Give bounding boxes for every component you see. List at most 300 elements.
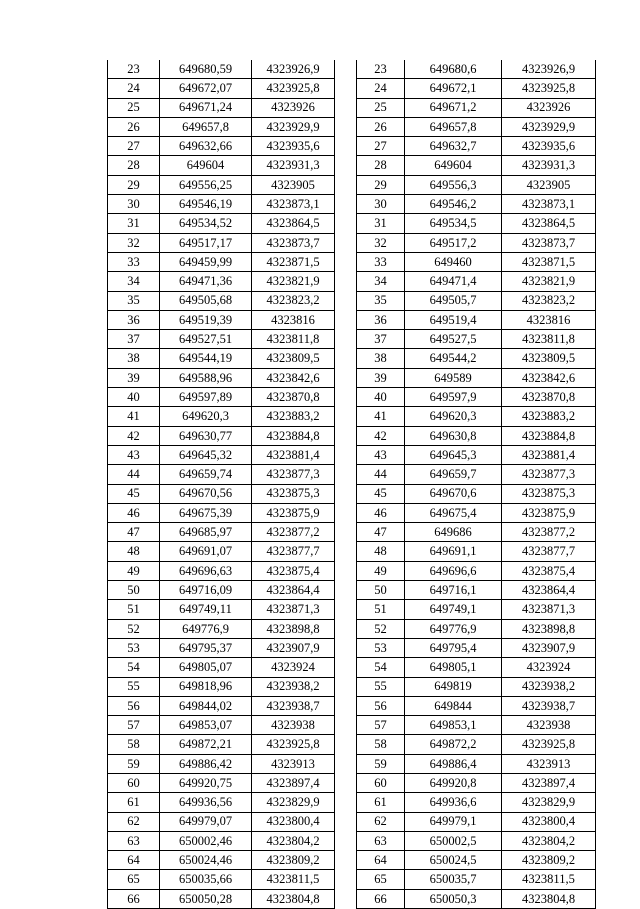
y-coordinate-cell: 4323804,2: [252, 831, 335, 850]
x-coordinate-cell: 649672,1: [405, 79, 502, 98]
point-number-cell: 48: [108, 542, 160, 561]
x-coordinate-cell: 649632,7: [405, 137, 502, 156]
y-coordinate-cell: 4323907,9: [252, 638, 335, 657]
x-coordinate-cell: 649471,36: [160, 272, 252, 291]
y-coordinate-cell: 4323877,2: [502, 523, 596, 542]
table-row: [357, 754, 596, 773]
point-number-cell: 49: [108, 561, 160, 580]
table-row: [108, 388, 335, 407]
y-coordinate-cell: 4323913: [252, 754, 335, 773]
y-coordinate-cell: 4323873,1: [252, 195, 335, 214]
table-row: [357, 677, 596, 696]
table-row: [108, 812, 335, 831]
x-coordinate-cell: 649691,1: [405, 542, 502, 561]
x-coordinate-cell: 649685,97: [160, 523, 252, 542]
x-coordinate-cell: 649686: [405, 523, 502, 542]
point-number-cell: 64: [357, 851, 405, 870]
point-number-cell: 34: [357, 272, 405, 291]
y-coordinate-cell: 4323811,5: [502, 870, 596, 889]
y-coordinate-cell: 4323811,8: [502, 330, 596, 349]
table-row: [357, 195, 596, 214]
table-row: [357, 542, 596, 561]
point-number-cell: 51: [357, 600, 405, 619]
y-coordinate-cell: 4323816: [252, 310, 335, 329]
x-coordinate-cell: 649597,89: [160, 388, 252, 407]
y-coordinate-cell: 4323905: [252, 175, 335, 194]
coordinates-table-precise: [107, 60, 335, 909]
table-row: [357, 503, 596, 522]
x-coordinate-cell: 649589: [405, 368, 502, 387]
point-number-cell: 65: [357, 870, 405, 889]
table-row: [357, 793, 596, 812]
table-row: [108, 368, 335, 387]
x-coordinate-cell: 650002,46: [160, 831, 252, 850]
y-coordinate-cell: 4323811,5: [252, 870, 335, 889]
y-coordinate-cell: 4323811,8: [252, 330, 335, 349]
x-coordinate-cell: 649696,6: [405, 561, 502, 580]
y-coordinate-cell: 4323821,9: [502, 272, 596, 291]
point-number-cell: 26: [108, 117, 160, 136]
point-number-cell: 24: [357, 79, 405, 98]
y-coordinate-cell: 4323926: [502, 98, 596, 117]
y-coordinate-cell: 4323935,6: [502, 137, 596, 156]
x-coordinate-cell: 649556,25: [160, 175, 252, 194]
point-number-cell: 66: [108, 889, 160, 908]
table-row: [357, 773, 596, 792]
x-coordinate-cell: 649853,07: [160, 716, 252, 735]
x-coordinate-cell: 650035,7: [405, 870, 502, 889]
y-coordinate-cell: 4323870,8: [252, 388, 335, 407]
y-coordinate-cell: 4323875,3: [502, 484, 596, 503]
point-number-cell: 26: [357, 117, 405, 136]
y-coordinate-cell: 4323938,2: [252, 677, 335, 696]
y-coordinate-cell: 4323870,8: [502, 388, 596, 407]
y-coordinate-cell: 4323864,5: [502, 214, 596, 233]
y-coordinate-cell: 4323926,9: [502, 60, 596, 79]
y-coordinate-cell: 4323877,7: [502, 542, 596, 561]
point-number-cell: 39: [357, 368, 405, 387]
x-coordinate-cell: 649671,24: [160, 98, 252, 117]
y-coordinate-cell: 4323883,2: [252, 407, 335, 426]
x-coordinate-cell: 650024,5: [405, 851, 502, 870]
point-number-cell: 64: [108, 851, 160, 870]
y-coordinate-cell: 4323877,3: [502, 465, 596, 484]
y-coordinate-cell: 4323931,3: [502, 156, 596, 175]
point-number-cell: 23: [108, 60, 160, 79]
y-coordinate-cell: 4323898,8: [252, 619, 335, 638]
point-number-cell: 42: [357, 426, 405, 445]
coordinates-table-rounded: [356, 60, 596, 909]
table-row: [108, 735, 335, 754]
x-coordinate-cell: 649795,4: [405, 638, 502, 657]
point-number-cell: 27: [357, 137, 405, 156]
x-coordinate-cell: 650024,46: [160, 851, 252, 870]
table-row: [108, 445, 335, 464]
point-number-cell: 30: [357, 195, 405, 214]
table-row: [108, 117, 335, 136]
table-row: [357, 272, 596, 291]
table-row: [357, 716, 596, 735]
x-coordinate-cell: 649670,56: [160, 484, 252, 503]
x-coordinate-cell: 649597,9: [405, 388, 502, 407]
table-row: [108, 600, 335, 619]
table-row: [108, 98, 335, 117]
point-number-cell: 45: [357, 484, 405, 503]
point-number-cell: 29: [357, 175, 405, 194]
table-row: [357, 696, 596, 715]
table-row: [108, 870, 335, 889]
y-coordinate-cell: 4323883,2: [502, 407, 596, 426]
y-coordinate-cell: 4323800,4: [252, 812, 335, 831]
x-coordinate-cell: 649505,68: [160, 291, 252, 310]
x-coordinate-cell: 649805,07: [160, 658, 252, 677]
y-coordinate-cell: 4323938: [252, 716, 335, 735]
point-number-cell: 61: [357, 793, 405, 812]
point-number-cell: 55: [357, 677, 405, 696]
x-coordinate-cell: 649604: [160, 156, 252, 175]
y-coordinate-cell: 4323881,4: [502, 445, 596, 464]
table-row: [357, 658, 596, 677]
y-coordinate-cell: 4323809,5: [252, 349, 335, 368]
x-coordinate-cell: 649517,17: [160, 233, 252, 252]
point-number-cell: 36: [108, 310, 160, 329]
x-coordinate-cell: 649819: [405, 677, 502, 696]
y-coordinate-cell: 4323877,7: [252, 542, 335, 561]
table-row: [108, 523, 335, 542]
point-number-cell: 34: [108, 272, 160, 291]
x-coordinate-cell: 649460: [405, 252, 502, 271]
table-row: [357, 156, 596, 175]
y-coordinate-cell: 4323875,4: [252, 561, 335, 580]
y-coordinate-cell: 4323907,9: [502, 638, 596, 657]
table-row: [357, 60, 596, 79]
table-row: [108, 581, 335, 600]
table-row: [357, 638, 596, 657]
x-coordinate-cell: 649776,9: [160, 619, 252, 638]
x-coordinate-cell: 649795,37: [160, 638, 252, 657]
y-coordinate-cell: 4323924: [252, 658, 335, 677]
point-number-cell: 53: [108, 638, 160, 657]
table-row: [108, 272, 335, 291]
y-coordinate-cell: 4323938: [502, 716, 596, 735]
table-row: [357, 175, 596, 194]
point-number-cell: 38: [108, 349, 160, 368]
table-row: [357, 330, 596, 349]
y-coordinate-cell: 4323926,9: [252, 60, 335, 79]
table-row: [357, 426, 596, 445]
x-coordinate-cell: 649544,2: [405, 349, 502, 368]
table-row: [357, 233, 596, 252]
y-coordinate-cell: 4323804,8: [502, 889, 596, 908]
table-row: [108, 754, 335, 773]
point-number-cell: 55: [108, 677, 160, 696]
table-row: [357, 368, 596, 387]
table-row: [357, 388, 596, 407]
point-number-cell: 25: [357, 98, 405, 117]
point-number-cell: 62: [357, 812, 405, 831]
y-coordinate-cell: 4323913: [502, 754, 596, 773]
table-row: [108, 484, 335, 503]
point-number-cell: 44: [357, 465, 405, 484]
table-row: [357, 851, 596, 870]
point-number-cell: 33: [108, 252, 160, 271]
x-coordinate-cell: 649459,99: [160, 252, 252, 271]
y-coordinate-cell: 4323925,8: [502, 79, 596, 98]
point-number-cell: 37: [108, 330, 160, 349]
x-coordinate-cell: 649588,96: [160, 368, 252, 387]
x-coordinate-cell: 649544,19: [160, 349, 252, 368]
table-row: [357, 349, 596, 368]
table-row: [357, 117, 596, 136]
table-row: [108, 831, 335, 850]
table-row: [357, 600, 596, 619]
x-coordinate-cell: 649675,39: [160, 503, 252, 522]
point-number-cell: 53: [357, 638, 405, 657]
y-coordinate-cell: 4323938,7: [252, 696, 335, 715]
x-coordinate-cell: 649556,3: [405, 175, 502, 194]
y-coordinate-cell: 4323925,8: [252, 79, 335, 98]
point-number-cell: 63: [357, 831, 405, 850]
y-coordinate-cell: 4323905: [502, 175, 596, 194]
table-row: [108, 658, 335, 677]
point-number-cell: 32: [108, 233, 160, 252]
point-number-cell: 61: [108, 793, 160, 812]
table-row: [108, 252, 335, 271]
x-coordinate-cell: 649979,1: [405, 812, 502, 831]
point-number-cell: 52: [357, 619, 405, 638]
point-number-cell: 28: [357, 156, 405, 175]
point-number-cell: 36: [357, 310, 405, 329]
coordinates-table-rounded-body: [357, 60, 596, 909]
table-row: [108, 716, 335, 735]
table-row: [108, 137, 335, 156]
table-row: [108, 696, 335, 715]
point-number-cell: 25: [108, 98, 160, 117]
point-number-cell: 31: [357, 214, 405, 233]
y-coordinate-cell: 4323829,9: [252, 793, 335, 812]
x-coordinate-cell: 649853,1: [405, 716, 502, 735]
point-number-cell: 59: [357, 754, 405, 773]
x-coordinate-cell: 650050,28: [160, 889, 252, 908]
y-coordinate-cell: 4323809,5: [502, 349, 596, 368]
y-coordinate-cell: 4323800,4: [502, 812, 596, 831]
table-row: [357, 831, 596, 850]
x-coordinate-cell: 649680,6: [405, 60, 502, 79]
point-number-cell: 45: [108, 484, 160, 503]
y-coordinate-cell: 4323864,5: [252, 214, 335, 233]
point-number-cell: 44: [108, 465, 160, 484]
y-coordinate-cell: 4323873,1: [502, 195, 596, 214]
point-number-cell: 46: [357, 503, 405, 522]
point-number-cell: 33: [357, 252, 405, 271]
point-number-cell: 42: [108, 426, 160, 445]
x-coordinate-cell: 649534,52: [160, 214, 252, 233]
x-coordinate-cell: 649546,2: [405, 195, 502, 214]
y-coordinate-cell: 4323938,7: [502, 696, 596, 715]
y-coordinate-cell: 4323821,9: [252, 272, 335, 291]
y-coordinate-cell: 4323897,4: [252, 773, 335, 792]
x-coordinate-cell: 650002,5: [405, 831, 502, 850]
y-coordinate-cell: 4323875,3: [252, 484, 335, 503]
y-coordinate-cell: 4323864,4: [252, 581, 335, 600]
table-row: [108, 214, 335, 233]
point-number-cell: 35: [108, 291, 160, 310]
x-coordinate-cell: 649672,07: [160, 79, 252, 98]
table-row: [108, 677, 335, 696]
point-number-cell: 66: [357, 889, 405, 908]
table-row: [357, 465, 596, 484]
point-number-cell: 63: [108, 831, 160, 850]
coordinates-table-precise-body: [108, 60, 335, 909]
x-coordinate-cell: 649716,09: [160, 581, 252, 600]
x-coordinate-cell: 649749,11: [160, 600, 252, 619]
point-number-cell: 65: [108, 870, 160, 889]
table-row: [108, 561, 335, 580]
x-coordinate-cell: 649645,3: [405, 445, 502, 464]
point-number-cell: 46: [108, 503, 160, 522]
point-number-cell: 60: [108, 773, 160, 792]
point-number-cell: 50: [108, 581, 160, 600]
table-row: [108, 793, 335, 812]
point-number-cell: 40: [108, 388, 160, 407]
y-coordinate-cell: 4323925,8: [252, 735, 335, 754]
point-number-cell: 39: [108, 368, 160, 387]
y-coordinate-cell: 4323925,8: [502, 735, 596, 754]
x-coordinate-cell: 649659,74: [160, 465, 252, 484]
x-coordinate-cell: 649527,5: [405, 330, 502, 349]
table-row: [357, 484, 596, 503]
y-coordinate-cell: 4323877,3: [252, 465, 335, 484]
table-row: [108, 60, 335, 79]
point-number-cell: 32: [357, 233, 405, 252]
table-row: [108, 175, 335, 194]
table-row: [357, 561, 596, 580]
x-coordinate-cell: 649519,39: [160, 310, 252, 329]
y-coordinate-cell: 4323842,6: [502, 368, 596, 387]
x-coordinate-cell: 649749,1: [405, 600, 502, 619]
x-coordinate-cell: 649632,66: [160, 137, 252, 156]
table-row: [357, 735, 596, 754]
point-number-cell: 27: [108, 137, 160, 156]
table-row: [357, 523, 596, 542]
x-coordinate-cell: 649517,2: [405, 233, 502, 252]
x-coordinate-cell: 649534,5: [405, 214, 502, 233]
x-coordinate-cell: 649670,6: [405, 484, 502, 503]
point-number-cell: 30: [108, 195, 160, 214]
x-coordinate-cell: 650050,3: [405, 889, 502, 908]
y-coordinate-cell: 4323873,7: [252, 233, 335, 252]
x-coordinate-cell: 649696,63: [160, 561, 252, 580]
point-number-cell: 41: [108, 407, 160, 426]
table-row: [108, 426, 335, 445]
y-coordinate-cell: 4323884,8: [502, 426, 596, 445]
point-number-cell: 43: [357, 445, 405, 464]
table-row: [108, 851, 335, 870]
table-row: [357, 889, 596, 908]
y-coordinate-cell: 4323938,2: [502, 677, 596, 696]
table-row: [108, 503, 335, 522]
y-coordinate-cell: 4323816: [502, 310, 596, 329]
x-coordinate-cell: 649844,02: [160, 696, 252, 715]
x-coordinate-cell: 649620,3: [160, 407, 252, 426]
table-row: [108, 889, 335, 908]
y-coordinate-cell: 4323926: [252, 98, 335, 117]
table-row: [357, 310, 596, 329]
table-row: [357, 98, 596, 117]
table-row: [108, 407, 335, 426]
x-coordinate-cell: 649844: [405, 696, 502, 715]
point-number-cell: 40: [357, 388, 405, 407]
point-number-cell: 23: [357, 60, 405, 79]
point-number-cell: 38: [357, 349, 405, 368]
x-coordinate-cell: 649527,51: [160, 330, 252, 349]
table-row: [357, 137, 596, 156]
point-number-cell: 37: [357, 330, 405, 349]
x-coordinate-cell: 649659,7: [405, 465, 502, 484]
y-coordinate-cell: 4323875,4: [502, 561, 596, 580]
table-row: [357, 407, 596, 426]
table-row: [108, 233, 335, 252]
table-row: [357, 291, 596, 310]
table-row: [357, 445, 596, 464]
x-coordinate-cell: 650035,66: [160, 870, 252, 889]
point-number-cell: 28: [108, 156, 160, 175]
table-row: [357, 214, 596, 233]
table-row: [357, 812, 596, 831]
x-coordinate-cell: 649691,07: [160, 542, 252, 561]
point-number-cell: 24: [108, 79, 160, 98]
y-coordinate-cell: 4323871,3: [252, 600, 335, 619]
x-coordinate-cell: 649519,4: [405, 310, 502, 329]
x-coordinate-cell: 649680,59: [160, 60, 252, 79]
y-coordinate-cell: 4323871,3: [502, 600, 596, 619]
table-row: [108, 638, 335, 657]
x-coordinate-cell: 649936,6: [405, 793, 502, 812]
table-row: [108, 79, 335, 98]
point-number-cell: 56: [108, 696, 160, 715]
table-row: [108, 156, 335, 175]
y-coordinate-cell: 4323804,8: [252, 889, 335, 908]
x-coordinate-cell: 649818,96: [160, 677, 252, 696]
y-coordinate-cell: 4323877,2: [252, 523, 335, 542]
table-row: [357, 79, 596, 98]
y-coordinate-cell: 4323884,8: [252, 426, 335, 445]
point-number-cell: 43: [108, 445, 160, 464]
table-row: [108, 310, 335, 329]
table-row: [357, 870, 596, 889]
x-coordinate-cell: 649657,8: [160, 117, 252, 136]
x-coordinate-cell: 649886,4: [405, 754, 502, 773]
table-row: [108, 619, 335, 638]
point-number-cell: 54: [357, 658, 405, 677]
x-coordinate-cell: 649657,8: [405, 117, 502, 136]
point-number-cell: 52: [108, 619, 160, 638]
y-coordinate-cell: 4323809,2: [252, 851, 335, 870]
x-coordinate-cell: 649920,75: [160, 773, 252, 792]
y-coordinate-cell: 4323829,9: [502, 793, 596, 812]
table-row: [108, 349, 335, 368]
point-number-cell: 60: [357, 773, 405, 792]
x-coordinate-cell: 649604: [405, 156, 502, 175]
y-coordinate-cell: 4323873,7: [502, 233, 596, 252]
x-coordinate-cell: 649979,07: [160, 812, 252, 831]
point-number-cell: 54: [108, 658, 160, 677]
y-coordinate-cell: 4323823,2: [502, 291, 596, 310]
x-coordinate-cell: 649716,1: [405, 581, 502, 600]
table-row: [108, 195, 335, 214]
y-coordinate-cell: 4323871,5: [252, 252, 335, 271]
point-number-cell: 48: [357, 542, 405, 561]
